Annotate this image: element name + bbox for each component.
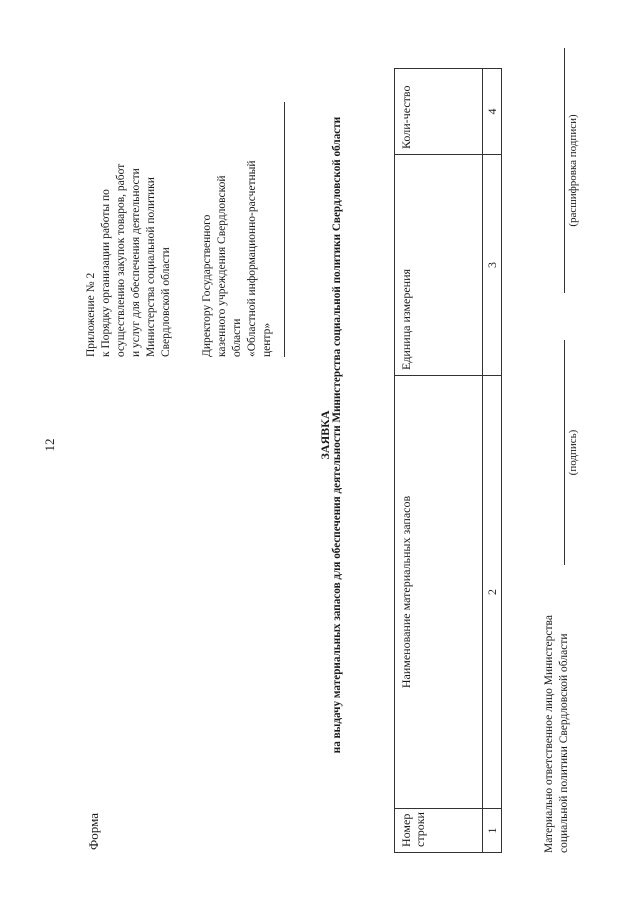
addressee-line: «Областной информационно-расчетный [246,160,258,357]
column-number: 2 [483,376,502,809]
appendix-line: Приложение № 2 [85,272,97,357]
request-table [394,68,502,853]
signer-line: Материально ответственное лицо Министерства [543,615,555,853]
addressee-block [200,157,275,357]
column-number: 1 [483,809,502,853]
addressee-line: Директору Государственного [201,214,213,357]
table-column-numbers-row [483,69,502,853]
header-unit: Единица измерения [395,155,483,376]
signature-line [564,340,565,565]
appendix-line: и услуг для обеспечения деятельности [130,168,142,357]
form-label: Форма [86,813,101,850]
signature-caption: (подпись) [567,429,579,476]
signature-decipher-line [564,48,565,293]
appendix-line: осуществлению закупок товаров, работ [115,163,127,357]
header-row-number: Номер строки [395,809,483,853]
column-number: 4 [483,69,502,155]
addressee-line: области [231,318,243,357]
column-number: 3 [483,155,502,376]
appendix-line: Свердловской области [160,247,172,357]
appendix-note [84,132,174,357]
appendix-line: к Порядку организации работы по [100,189,112,357]
addressee-line: казенного учреждения Свердловской [216,175,228,357]
header-item-name: Наименование материальных запасов [395,376,483,809]
document-title: ЗАЯВКА [318,410,332,460]
signer-line: социальной политики Свердловской области [558,633,570,853]
appendix-line: Министерства социальной политики [145,177,157,357]
header-quantity: Коли-чество [395,69,483,155]
signer-title [542,603,572,853]
document-subtitle: на выдачу материальных запасов для обеспечения деятельности Министерства социальной политики Свердловской области [331,116,343,754]
table-header-row [395,69,483,853]
page-number: 12 [42,438,57,452]
addressee-signature-line [284,102,285,357]
signature-decipher-caption: (расшифровка подписи) [567,114,579,227]
addressee-line: центр» [261,322,273,357]
